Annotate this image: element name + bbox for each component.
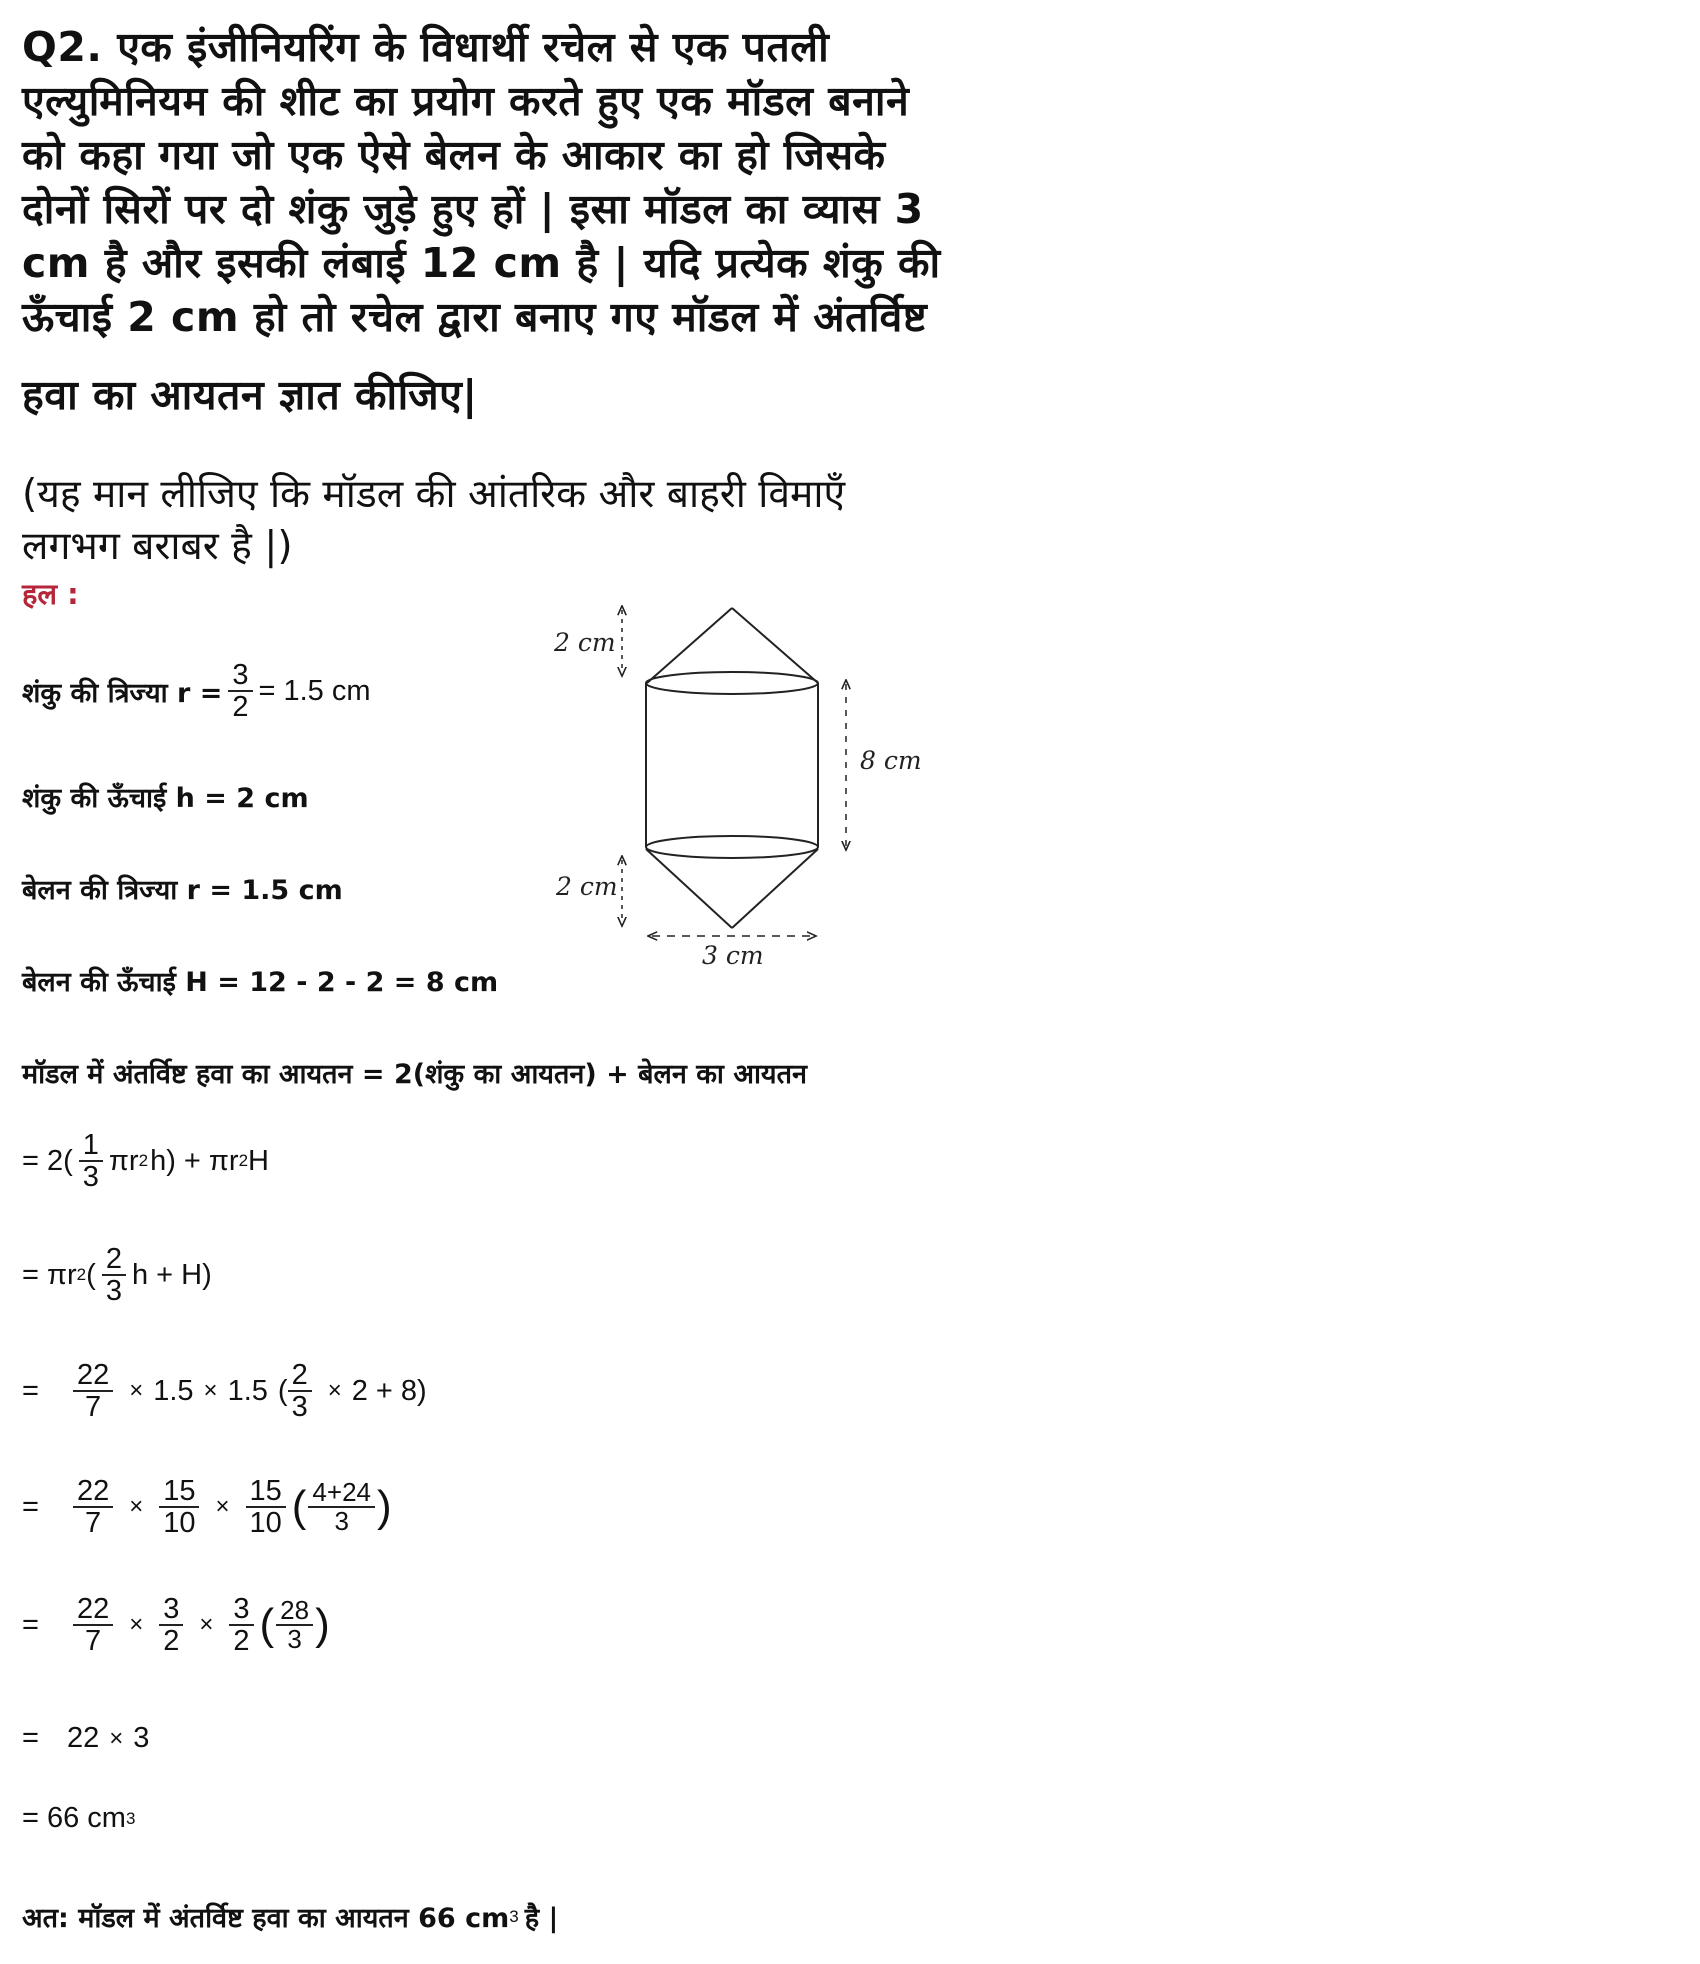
cone-radius-result: = 1.5 cm: [258, 674, 371, 707]
numerator: 22: [73, 1360, 113, 1392]
cylinder-radius-text: बेलन की त्रिज्या r = 1.5 cm: [22, 875, 343, 906]
step-7: = 66 cm 3: [22, 1802, 136, 1834]
top-cone-height-label: 2 cm: [554, 628, 616, 657]
fraction: [159, 1594, 183, 1657]
denominator: 2: [232, 691, 249, 724]
cylinder-height-label: 8 cm: [860, 746, 922, 775]
step-3: [22, 1360, 427, 1423]
question-line: हवा का आयतन ज्ञात कीजिए|: [22, 371, 478, 419]
step-text: πr: [108, 1144, 139, 1177]
times-sign: ×: [199, 1611, 214, 1639]
denominator: 7: [85, 1625, 102, 1658]
step-text: h) + πr: [150, 1144, 239, 1177]
numerator: 4+24: [308, 1479, 375, 1508]
question-line: को कहा गया जो एक ऐसे बेलन के आकार का हो जिसके: [22, 131, 886, 179]
parenthesized-fraction: ( $\frac{4+24}{3}$ ): [291, 1477, 392, 1537]
times-sign: ×: [327, 1377, 342, 1405]
fraction: [276, 1597, 313, 1654]
question-note: लगभग बराबर है |): [22, 524, 293, 569]
step-text: = 66 cm: [22, 1802, 126, 1834]
denominator: 10: [249, 1507, 282, 1540]
step-1: = 2( $\frac{1}{3}$ πr 2 h) + πr 2 H: [22, 1129, 269, 1194]
numerator: 22: [73, 1594, 113, 1626]
equals-sign: =: [22, 1374, 39, 1407]
volume-statement: [22, 1054, 807, 1091]
cone-radius-line: [22, 660, 371, 723]
step-2: = πr 2 ( $\frac{2}{3}$ h + H): [22, 1243, 212, 1308]
denominator: 3: [105, 1275, 122, 1308]
step-text: (: [277, 1374, 288, 1407]
fraction: [79, 1130, 103, 1193]
equals-sign: =: [22, 1722, 39, 1754]
diameter-label: 3 cm: [702, 941, 764, 970]
cylinder-cone-diagram: [540, 590, 940, 990]
numerator: 3: [228, 660, 252, 692]
denominator: 3: [334, 1506, 349, 1537]
denominator: 10: [163, 1507, 196, 1540]
fraction: [288, 1360, 312, 1423]
step-text: 2 + 8): [351, 1374, 427, 1407]
question-line: दोनों सिरों पर दो शंकु जुड़े हुए हों | इसा मॉडल का व्यास 3: [22, 185, 924, 233]
bottom-cone-height-label: 2 cm: [556, 872, 618, 901]
cone-height-text: शंकु की ऊँचाई h = 2 cm: [22, 783, 309, 814]
numerator: 28: [276, 1597, 313, 1626]
fraction: [308, 1479, 375, 1536]
fraction: [159, 1476, 199, 1539]
numerator: 2: [102, 1244, 126, 1276]
times-sign: ×: [129, 1611, 144, 1639]
question-line: Q2. एक इंजीनियरिंग के विधार्थी रचेल से एक पतली: [22, 23, 830, 71]
step-4: [22, 1476, 392, 1539]
dimension-arrows: [622, 610, 846, 936]
denominator: 3: [287, 1624, 302, 1655]
conclusion: अत: मॉडल में अंतर्विष्ट हवा का आयतन 66 cm 3 है |: [22, 1898, 558, 1935]
times-sign: ×: [129, 1493, 144, 1521]
step-text: h + H): [131, 1258, 212, 1291]
denominator: 3: [291, 1391, 308, 1424]
denominator: 7: [85, 1391, 102, 1424]
numerator: 3: [229, 1594, 253, 1626]
question-line: ऊँचाई 2 cm हो तो रचेल द्वारा बनाए गए मॉडल में अंतर्विष्ट: [22, 293, 928, 341]
numerator: 22: [73, 1476, 113, 1508]
step-text: 1.5: [153, 1374, 194, 1407]
fraction: [246, 1476, 286, 1539]
equals-sign: =: [22, 1608, 39, 1641]
times-sign: ×: [215, 1493, 230, 1521]
step-text: 22: [66, 1722, 100, 1754]
step-text: (: [86, 1258, 96, 1291]
cone-radius-label: शंकु की त्रिज्या r =: [22, 677, 223, 709]
denominator: 2: [163, 1625, 180, 1658]
fraction: [229, 1594, 253, 1657]
times-sign: ×: [109, 1724, 124, 1752]
cone-height-line: [22, 778, 309, 815]
numerator: 2: [288, 1360, 312, 1392]
numerator: 1: [79, 1130, 103, 1162]
step-text: = 2(: [22, 1144, 73, 1177]
fraction: [73, 1476, 113, 1539]
cylinder-height-text: बेलन की ऊँचाई H = 12 - 2 - 2 = 8 cm: [22, 967, 499, 998]
numerator: 15: [246, 1476, 286, 1508]
volume-statement-text: मॉडल में अंतर्विष्ट हवा का आयतन = 2(शंकु का आयतन) + बेलन का आयतन: [22, 1059, 807, 1090]
question-line: cm है और इसकी लंबाई 12 cm है | यदि प्रत्येक शंकु की: [22, 239, 941, 287]
numerator: 3: [159, 1594, 183, 1626]
solution-heading: हल :: [22, 577, 79, 611]
fraction: [73, 1594, 113, 1657]
parenthesized-fraction: ( $\frac{28}{3}$ ): [259, 1595, 330, 1655]
fraction: [102, 1244, 126, 1307]
cylinder-height-line: [22, 962, 498, 999]
question-note: (यह मान लीजिए कि मॉडल की आंतरिक और बाहरी विमाएँ: [22, 472, 846, 517]
denominator: 2: [233, 1625, 250, 1658]
numerator: 15: [159, 1476, 199, 1508]
step-5: [22, 1594, 330, 1657]
question-line: एल्युमिनियम की शीट का प्रयोग करते हुए एक मॉडल बनाने: [22, 77, 910, 125]
times-sign: ×: [203, 1377, 218, 1405]
conclusion-text: अत: मॉडल में अंतर्विष्ट हवा का आयतन 66 cm: [22, 1903, 510, 1934]
step-6: [22, 1722, 149, 1755]
fraction: [228, 660, 252, 723]
solid-shape: [646, 608, 818, 928]
denominator: 3: [82, 1161, 99, 1194]
denominator: 7: [85, 1507, 102, 1540]
step-text: 3: [133, 1722, 150, 1754]
step-text: H: [248, 1144, 269, 1177]
conclusion-text: है |: [524, 1903, 559, 1934]
cylinder-radius-line: [22, 870, 343, 907]
step-text: 1.5: [227, 1374, 268, 1407]
equals-sign: =: [22, 1490, 39, 1523]
times-sign: ×: [129, 1377, 144, 1405]
fraction: [73, 1360, 113, 1423]
step-text: = πr: [22, 1258, 77, 1291]
